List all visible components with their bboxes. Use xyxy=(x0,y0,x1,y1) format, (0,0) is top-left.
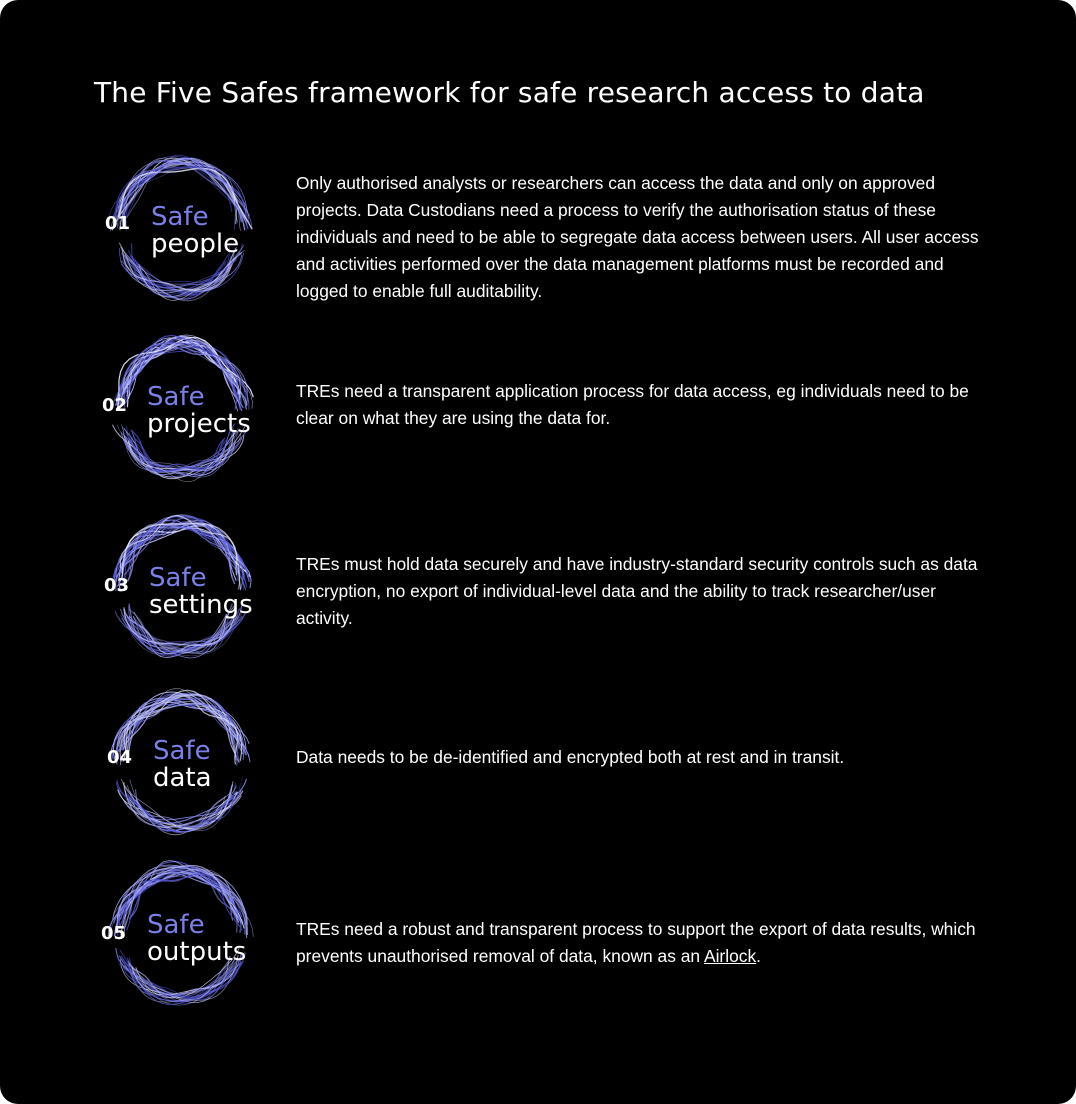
safe-data-label-line1: Safe xyxy=(153,736,211,766)
safe-people-description: Only authorised analysts or researchers can access the data and only on approved projects. Data Custodians need a process to verify the authorisation status of these individuals and need to be able to segregate data access between users. All user access and activities performed over the data management platforms must be recorded and logged to enable full auditability. xyxy=(296,173,979,301)
safe-outputs-description xyxy=(296,916,996,970)
safe-outputs-description-text: TREs need a robust and transparent process to support the export of data results, which prevents unauthorised removal of data, known as an xyxy=(296,919,976,966)
safe-data-label-line2: data xyxy=(153,763,212,793)
safe-data-description: Data needs to be de-identified and encrypted both at rest and in transit. xyxy=(296,747,845,767)
safe-outputs-label xyxy=(147,912,246,966)
safe-settings-description: TREs must hold data securely and have industry-standard security controls such as data encryption, no export of individual-level data and the ability to track researcher/user activity. xyxy=(296,554,978,628)
safe-projects-number: 02 xyxy=(102,395,128,416)
safe-people-label-line2: people xyxy=(151,229,240,259)
safe-outputs-label-line2: outputs xyxy=(147,937,247,967)
safe-projects-label-line1: Safe xyxy=(147,382,205,412)
safe-settings-label-line2: settings xyxy=(149,590,253,620)
safe-settings-label-line1: Safe xyxy=(149,563,207,593)
safe-projects-description: TREs need a transparent application process for data access, eg individuals need to be clear on what they are using the data for. xyxy=(296,381,969,428)
safe-outputs-description-end: . xyxy=(756,946,761,966)
safe-people-number: 01 xyxy=(105,213,131,234)
page-title: The Five Safes framework for safe research access to data xyxy=(94,76,925,109)
safe-projects-label-line2: projects xyxy=(147,409,251,439)
airlock-link[interactable]: Airlock xyxy=(703,946,757,966)
safe-data-number: 04 xyxy=(107,747,133,768)
safe-people-label xyxy=(151,204,239,258)
safe-projects-label xyxy=(147,384,251,438)
safe-data-label xyxy=(153,738,212,792)
safe-outputs-number: 05 xyxy=(101,923,127,944)
safe-outputs-label-line1: Safe xyxy=(147,910,205,940)
safe-people-label-line1: Safe xyxy=(151,202,209,232)
safe-settings-number: 03 xyxy=(104,575,130,596)
safe-settings-label xyxy=(149,565,253,619)
